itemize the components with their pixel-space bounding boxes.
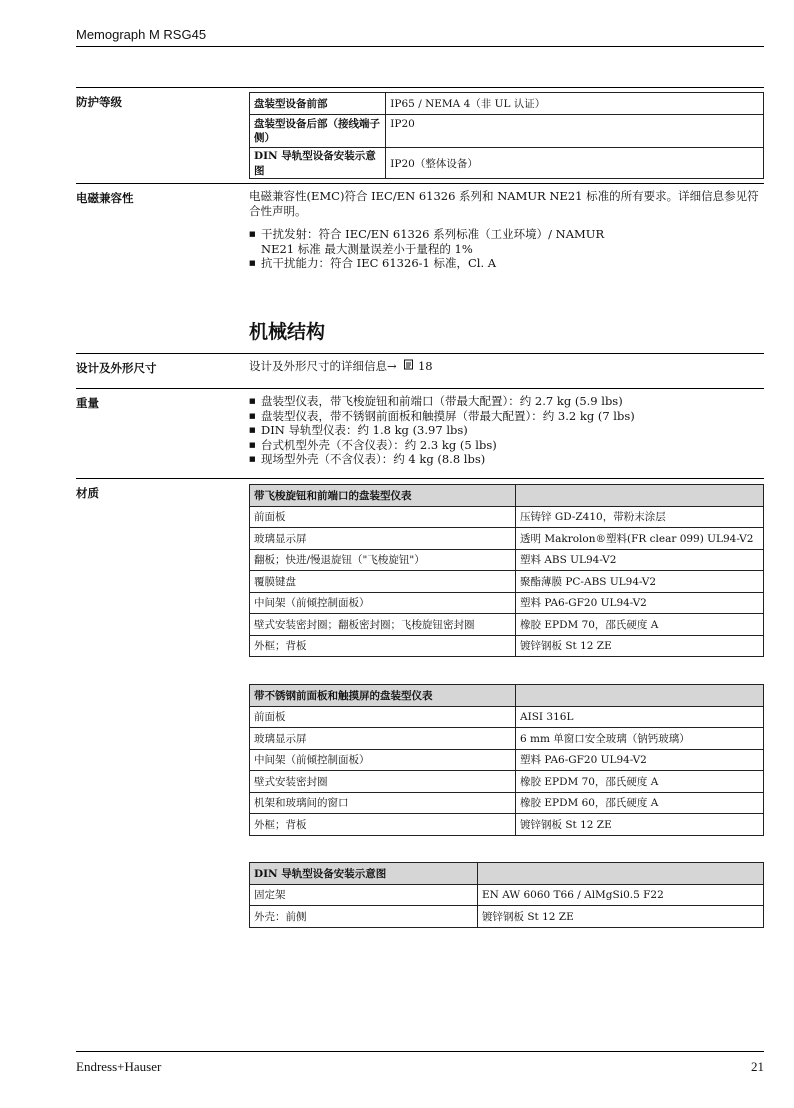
table-cell: 透明 Makrolon®塑料(FR clear 099) UL94-V2 — [516, 528, 764, 550]
materials-table-din — [249, 862, 764, 928]
table-row — [250, 614, 764, 636]
table-cell: 前面板 — [250, 506, 516, 528]
table-cell: 盘装型设备后部（接线端子侧） — [250, 115, 386, 148]
table-cell: 橡胶 EPDM 70，邵氏硬度 A — [516, 614, 764, 636]
document-icon — [403, 359, 414, 374]
section-rule — [76, 353, 764, 354]
weight-content — [249, 394, 764, 467]
table-row — [250, 571, 764, 593]
table-cell: IP65 / NEMA 4（非 UL 认证） — [386, 93, 764, 115]
table-cell: IP20 — [386, 115, 764, 148]
emc-content — [249, 189, 764, 271]
table-cell: EN AW 6060 T66 / AlMgSi0.5 F22 — [478, 884, 764, 906]
table-row — [250, 884, 764, 906]
table-cell: AISI 316L — [516, 706, 764, 728]
table-row — [250, 115, 764, 148]
table-row — [250, 93, 764, 115]
section-rule — [76, 478, 764, 479]
document-header-title: Memograph M RSG45 — [76, 27, 207, 42]
section-rule — [76, 388, 764, 389]
materials-table-touchscreen — [249, 684, 764, 836]
table-cell: 压铸锌 GD-Z410，带粉末涂层 — [516, 506, 764, 528]
table-cell: 橡胶 EPDM 70，邵氏硬度 A — [516, 771, 764, 793]
emc-text: 电磁兼容性(EMC)符合 IEC/EN 61326 系列和 NAMUR NE21 标准的所有要求。详细信息参见符合性声明。 — [249, 189, 759, 218]
table-cell: 前面板 — [250, 706, 516, 728]
table-cell: 镀锌钢板 St 12 ZE — [516, 814, 764, 836]
table-row — [250, 592, 764, 614]
footer-rule — [76, 1051, 764, 1052]
table-row — [250, 906, 764, 928]
list-item: ■ 盘装型仪表，带不锈钢前面板和触摸屏（带最大配置）：约 3.2 kg (7 lbs) — [249, 409, 764, 424]
table-header-row — [250, 863, 764, 885]
list-item: ■ 干扰发射：符合 IEC/EN 61326 系列标准（工业环境）/ NAMUR NE21 标准 最大测量误差小于量程的 1% — [249, 227, 764, 256]
table-cell: DIN 导轨型设备安装示意图 — [250, 148, 386, 179]
table-cell: 外框；背板 — [250, 635, 516, 657]
table-row — [250, 506, 764, 528]
design-text: 设计及外形尺寸的详细信息→ — [249, 359, 397, 373]
list-item: ■ DIN 导轨型仪表：约 1.8 kg (3.97 lbs) — [249, 423, 764, 438]
list-item: ■ 抗干扰能力：符合 IEC 61326-1 标准，Cl. A — [249, 256, 764, 271]
table-cell: 壁式安装密封圈 — [250, 771, 516, 793]
table-cell: 6 mm 单窗口安全玻璃（钠钙玻璃） — [516, 728, 764, 750]
table-cell: 固定架 — [250, 884, 478, 906]
protection-table — [249, 92, 764, 179]
table-cell: 外框；背板 — [250, 814, 516, 836]
weight-bullets — [249, 394, 764, 467]
footer-brand: Endress+Hauser — [76, 1059, 162, 1074]
table-cell: 玻璃显示屏 — [250, 728, 516, 750]
materials-table-shuttle — [249, 484, 764, 657]
materials-label: 材质 — [76, 486, 99, 500]
table-cell: 镀锌钢板 St 12 ZE — [478, 906, 764, 928]
table-cell: 覆膜键盘 — [250, 571, 516, 593]
protection-label: 防护等级 — [76, 95, 122, 109]
page-reference-link[interactable]: 18 — [417, 359, 433, 373]
section-rule — [76, 87, 764, 88]
table-cell: 外壳：前侧 — [250, 906, 478, 928]
table-cell: 机架和玻璃间的窗口 — [250, 792, 516, 814]
section-rule — [76, 183, 764, 184]
page-number: 21 — [751, 1059, 764, 1074]
table-cell: 玻璃显示屏 — [250, 528, 516, 550]
table-cell: 中间架（前倾控制面板） — [250, 592, 516, 614]
table-cell: 塑料 ABS UL94-V2 — [516, 549, 764, 571]
list-item: ■ 现场型外壳（不含仪表）：约 4 kg (8.8 lbs) — [249, 452, 764, 467]
section-heading: 机械结构 — [249, 321, 326, 343]
table-header-row — [250, 485, 764, 507]
table-row — [250, 771, 764, 793]
table-cell: 塑料 PA6-GF20 UL94-V2 — [516, 749, 764, 771]
list-item: ■ 盘装型仪表，带飞梭旋钮和前端口（带最大配置）：约 2.7 kg (5.9 lbs) — [249, 394, 764, 409]
table-cell: 橡胶 EPDM 60，邵氏硬度 A — [516, 792, 764, 814]
weight-label: 重量 — [76, 396, 99, 410]
emc-bullets — [249, 227, 764, 271]
table-header — [478, 863, 764, 885]
table-row — [250, 814, 764, 836]
table-row — [250, 528, 764, 550]
table-row — [250, 635, 764, 657]
design-content — [249, 359, 764, 374]
table-header: 带飞梭旋钮和前端口的盘装型仪表 — [250, 485, 516, 507]
header-rule — [76, 46, 764, 47]
table-row — [250, 148, 764, 179]
list-item: ■ 台式机型外壳（不含仪表）：约 2.3 kg (5 lbs) — [249, 438, 764, 453]
table-row — [250, 706, 764, 728]
table-row — [250, 749, 764, 771]
table-cell: IP20（整体设备） — [386, 148, 764, 179]
table-header: 带不锈钢前面板和触摸屏的盘装型仪表 — [250, 685, 516, 707]
table-cell: 翻板；快进/慢退旋钮（"飞梭旋钮"） — [250, 549, 516, 571]
design-label: 设计及外形尺寸 — [76, 361, 157, 375]
table-header: DIN 导轨型设备安装示意图 — [250, 863, 478, 885]
table-row — [250, 549, 764, 571]
table-header-row — [250, 685, 764, 707]
emc-label: 电磁兼容性 — [76, 191, 134, 205]
table-row — [250, 792, 764, 814]
table-row — [250, 728, 764, 750]
table-cell: 塑料 PA6-GF20 UL94-V2 — [516, 592, 764, 614]
table-header — [516, 685, 764, 707]
table-cell: 聚酯薄膜 PC-ABS UL94-V2 — [516, 571, 764, 593]
table-cell: 壁式安装密封圈；翻板密封圈；飞梭旋钮密封圈 — [250, 614, 516, 636]
table-cell: 中间架（前倾控制面板） — [250, 749, 516, 771]
table-cell: 盘装型设备前部 — [250, 93, 386, 115]
table-cell: 镀锌钢板 St 12 ZE — [516, 635, 764, 657]
table-header — [516, 485, 764, 507]
